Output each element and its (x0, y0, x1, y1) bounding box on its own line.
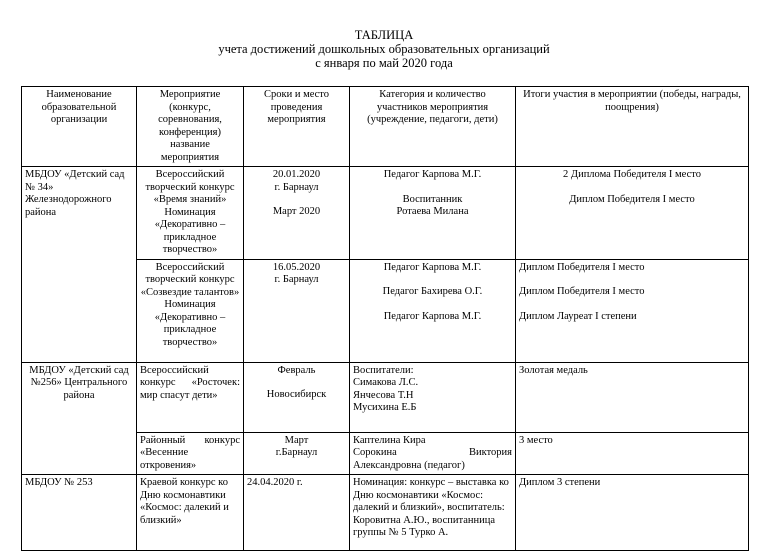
column-header: Мероприятие (конкурс, соревнования, конференция) название мероприятия (137, 87, 244, 167)
heading-subtitle: учета достижений дошкольных образовательных организаций (218, 42, 550, 56)
result-cell: Диплом 3 степени (516, 475, 749, 551)
org-cell: МБДОУ «Детский сад № 34» Железнодорожного района (22, 167, 137, 363)
table-header-row (22, 87, 749, 167)
column-header: Сроки и место проведения мероприятия (244, 87, 350, 167)
participant-text: Педагог Карпова М.Г. (383, 169, 482, 180)
org-cell: МБДОУ «Детский сад №256» Центрального района (22, 362, 137, 475)
result-text: Диплом Победителя I место (519, 261, 645, 273)
event-cell: Всероссийский конкурс «Росточек: мир спасут дети» (137, 362, 244, 432)
column-header: Категория и количество участников мероприятия (учреждение, педагоги, дети) (350, 87, 516, 167)
result-text: 2 Диплома Победителя I место (563, 169, 701, 180)
org-cell: МБДОУ № 253 (22, 475, 137, 551)
date-cell (244, 432, 350, 475)
result-cell (516, 167, 749, 260)
participant-text: Педагог Карпова М.Г. (383, 310, 482, 322)
heading-period: с января по май 2020 года (315, 56, 453, 70)
participants-cell (350, 259, 516, 362)
place-text: г. Барнаул (274, 274, 319, 285)
table-row (22, 475, 749, 551)
achievements-table (21, 86, 749, 551)
date-text: Март (284, 434, 309, 446)
event-cell: Краевой конкурс ко Дню космонавтики «Космос: далекий и близкий» (137, 475, 244, 551)
table-row (22, 167, 749, 260)
place-text: г. Барнаул (274, 181, 319, 193)
participants-cell: Номинация: конкурс – выставка ко Дню космонавтики «Космос: далекий и близкий», воспитатель: Коровитна А.Ю., воспитанница группы № 5 Турко А. (350, 475, 516, 551)
date-cell (244, 259, 350, 362)
date-cell (244, 362, 350, 432)
date-text: Март 2020 (272, 206, 321, 217)
result-cell (516, 362, 749, 432)
event-cell: Всероссийский творческий конкурс «Время знаний» Номинация «Декоративно – прикладное творчество» (137, 167, 244, 260)
date-cell (244, 167, 350, 260)
date-text: 20.01.2020 (272, 169, 321, 180)
result-text: Золотая медаль (519, 364, 588, 376)
place-text: Новосибирск (266, 389, 327, 400)
date-text: Февраль (277, 364, 316, 376)
column-header: Наименование образовательной организации (22, 87, 137, 167)
heading-title: ТАБЛИЦА (354, 28, 414, 42)
event-cell: Районный конкурс «Весенние откровения» (137, 432, 244, 475)
document-heading (0, 28, 768, 70)
result-text: Диплом Победителя I место (519, 286, 645, 297)
date-text: 16.05.2020 (272, 261, 321, 273)
participants-cell: Воспитатели: Симакова Л.С. Янчесова Т.Н Мусихина Е.Б (350, 362, 516, 432)
participants-cell: Каптелина Кира Сорокина Виктория Александровна (педагог) (350, 432, 516, 475)
participant-text: Воспитанник (402, 193, 463, 205)
result-text: Диплом Победителя I место (569, 193, 695, 205)
result-text: Диплом Лауреат I степени (519, 310, 637, 322)
result-cell (516, 259, 749, 362)
participant-text: Педагог Бахирева О.Г. (382, 286, 483, 297)
event-cell: Всероссийский творческий конкурс «Созвездие талантов» Номинация «Декоративно – прикладное творчество» (137, 259, 244, 362)
result-cell: 3 место (516, 432, 749, 475)
column-header: Итоги участия в мероприятии (победы, награды, поощрения) (516, 87, 749, 167)
participants-cell (350, 167, 516, 260)
table-row (22, 362, 749, 432)
participant-text: Педагог Карпова М.Г. (383, 261, 482, 273)
participant-text: Ротаева Милана (396, 206, 469, 217)
place-text: г.Барнаул (275, 447, 318, 458)
date-cell: 24.04.2020 г. (244, 475, 350, 551)
